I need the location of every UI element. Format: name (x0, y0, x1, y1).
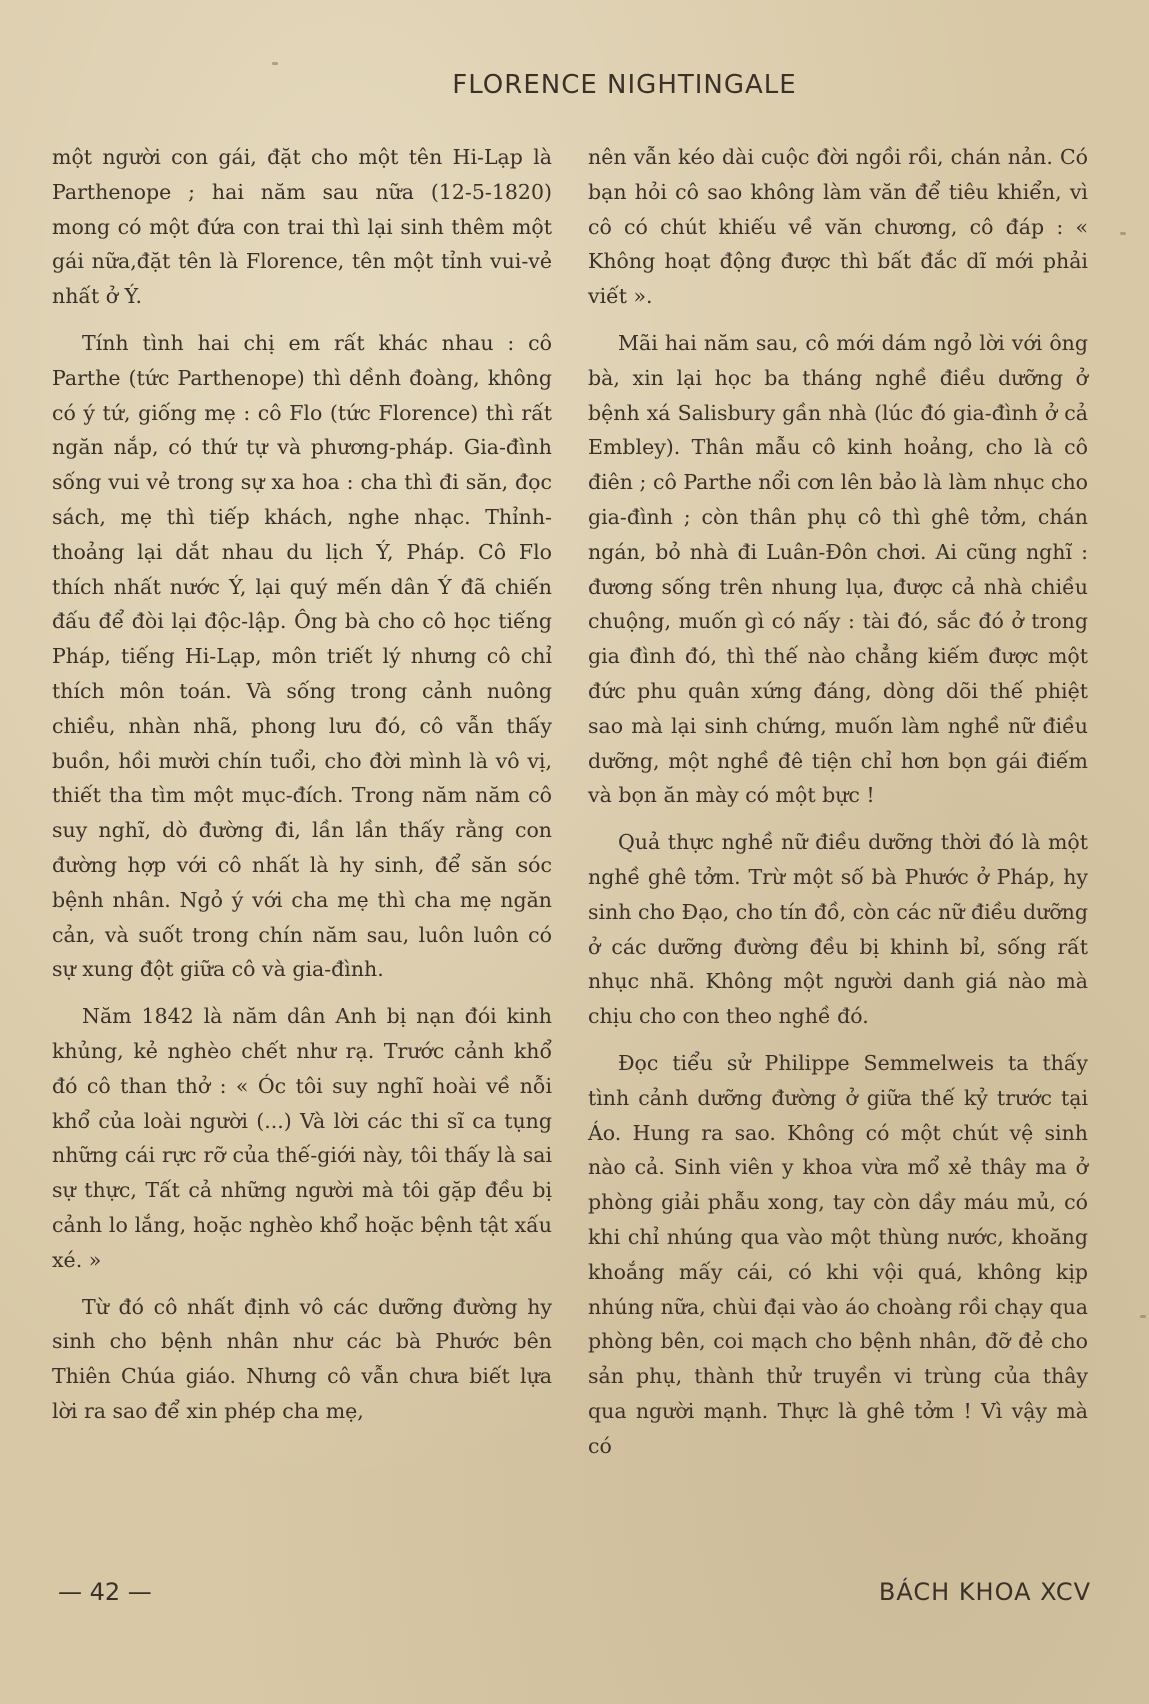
publication-name: BÁCH KHOA XCV (878, 1578, 1091, 1606)
paragraph: một người con gái, đặt cho một tên Hi-Lạp là Parthenope ; hai năm sau nữa (12-5-1820) mong có một đứa con trai thì lại sinh thêm một gái nữa,đặt tên là Florence, tên một tỉnh vui-vẻ nhất ở Ý. (52, 145, 552, 309)
paragraph: Năm 1842 là năm dân Anh bị nạn đói kinh khủng, kẻ nghèo chết như rạ. Trước cảnh khổ đó cô than thở : « Óc tôi suy nghĩ hoài về nỗi khổ của loài người (...) Và lời các thi sĩ ca tụng những cái rực rỡ của thế-giới này, tôi thấy là sai sự thực, Tất cả những người mà tôi gặp đều bị cảnh lo lắng, hoặc nghèo khổ hoặc bệnh tật xấu xé. » (52, 1004, 552, 1272)
paper-speck (1140, 1315, 1146, 1318)
paragraph: nên vẫn kéo dài cuộc đời ngồi rồi, chán nản. Có bạn hỏi cô sao không làm văn để tiêu khiển, vì cô có chút khiếu về văn chương, cô đáp : « Không hoạt động được thì bất đắc dĩ mới phải viết ». (588, 145, 1088, 309)
paragraph: Quả thực nghề nữ điều dưỡng thời đó là một nghề ghê tởm. Trừ một số bà Phước ở Pháp, hy sinh cho Đạo, cho tín đồ, còn các nữ điều dưỡng ở các dưỡng đường đều bị khinh bỉ, sống rất nhục nhã. Không một người danh giá nào mà chịu cho con theo nghề đó. (588, 830, 1088, 1029)
paragraph: Mãi hai năm sau, cô mới dám ngỏ lời với ông bà, xin lại học ba tháng nghề điều dưỡng ở bệnh xá Salisbury gần nhà (lúc đó gia-đình ở cả Embley). Thân mẫu cô kinh hoảng, cho là cô điên ; cô Parthe nổi cơn lên bảo là làm nhục cho gia-đình ; còn thân phụ cô thì ghê tởm, chán ngán, bỏ nhà đi Luân-Đôn chơi. Ai cũng nghĩ : đương sống trên nhung lụa, được cả nhà chiều chuộng, muốn gì có nấy : tài đó, sắc đó ở trong gia đình đó, thì thế nào chẳng kiếm được một đức phu quân xứng đáng, dòng dõi thế phiệt sao mà lại sinh chứng, muốn làm nghề nữ điều dưỡng, một nghề đê tiện chỉ hơn bọn gái điếm và bọn ăn mày có một bực ! (588, 330, 1088, 808)
paper-speck (1120, 232, 1126, 235)
paragraph: Đọc tiểu sử Philippe Semmelweis ta thấy tình cảnh dưỡng đường ở giữa thế kỷ trước tại Áo. Hung ra sao. Không có một chút vệ sinh nào cả. Sinh viên y khoa vừa mổ xẻ thây ma ở phòng giải phẫu xong, tay còn dầy máu mủ, có khi chỉ nhúng qua vào một thùng nước, khoăng khoắng mấy cái, có khi vội quá, không kịp nhúng nữa, chùi đại vào áo choàng rồi chạy qua phòng bên, coi mạch cho bệnh nhân, đỡ đẻ cho sản phụ, thành thử truyền vi trùng của thây qua người mạnh. Thực là ghê tởm ! Vì vậy mà có (588, 1050, 1088, 1458)
left-column (52, 140, 552, 1441)
running-header: FLORENCE NIGHTINGALE (452, 70, 797, 100)
paper-speck (272, 62, 278, 65)
right-column (588, 140, 1088, 1475)
page-number: — 42 — (58, 1578, 152, 1606)
paragraph: Tính tình hai chị em rất khác nhau : cô Parthe (tức Parthenope) thì dềnh đoàng, không có ý tứ, giống mẹ : cô Flo (tức Florence) thì rất ngăn nắp, có thứ tự và phương-pháp. Gia-đình sống vui vẻ trong sự xa hoa : cha thì đi săn, đọc sách, mẹ thì tiếp khách, nghe nhạc. Thỉnh-thoảng lại dắt nhau du lịch Ý, Pháp. Cô Flo thích nhất nước Ý, lại quý mến dân Ý đã chiến đấu để đòi lại độc-lập. Ông bà cho cô học tiếng Pháp, tiếng Hi-Lạp, môn triết lý nhưng cô chỉ thích môn toán. Và sống trong cảnh nuông chiều, nhàn nhã, phong lưu đó, cô vẫn thấy buồn, hồi mười chín tuổi, cho đời mình là vô vị, thiết tha tìm một mục-đích. Trong năm năm cô suy nghĩ, dò đường đi, lần lần thấy rằng con đường hợp với cô nhất là hy sinh, để săn sóc bệnh nhân. Ngỏ ý với cha mẹ thì cha mẹ ngăn cản, và suốt trong chín năm sau, luôn luôn có sự xung đột giữa cô và gia-đình. (52, 330, 552, 982)
paragraph: Từ đó cô nhất định vô các dưỡng đường hy sinh cho bệnh nhân như các bà Phước bên Thiên Chúa giáo. Nhưng cô vẫn chưa biết lựa lời ra sao để xin phép cha mẹ, (52, 1294, 552, 1423)
